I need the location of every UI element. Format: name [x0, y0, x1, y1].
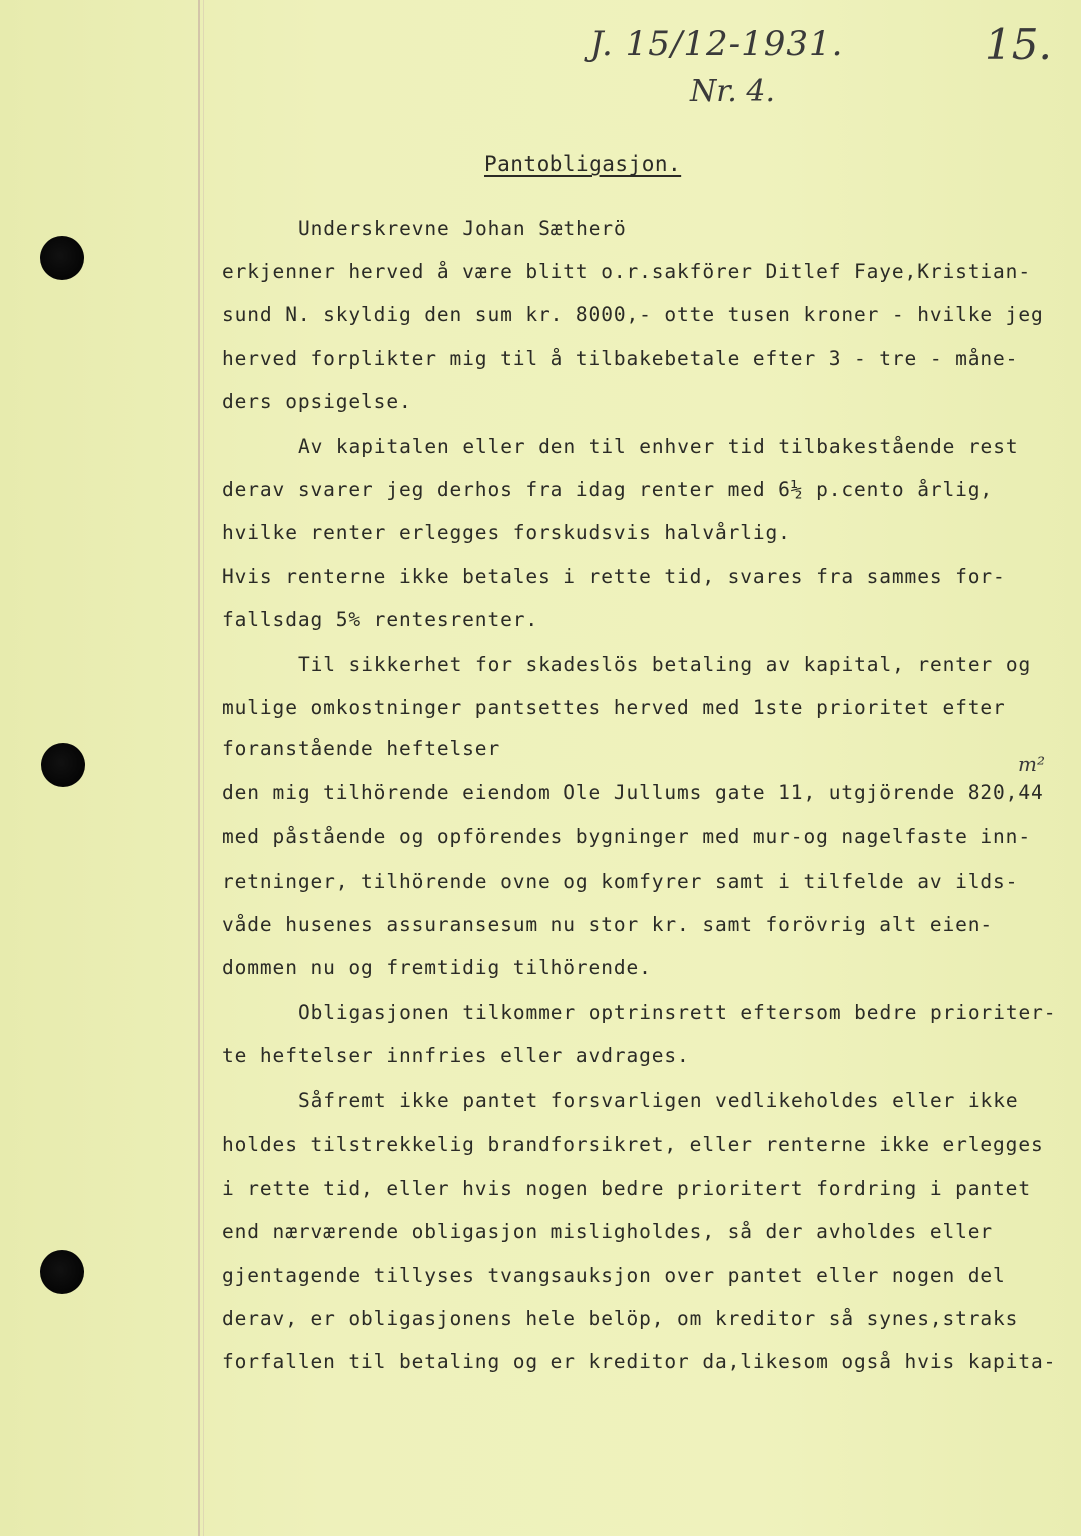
text-line: herved forplikter mig til å tilbakebetale efter 3 - tre - måne- [222, 347, 1019, 370]
text-line: den mig tilhörende eiendom Ole Jullums gate 11, utgjörende 820,44 [222, 781, 1044, 804]
text-line: våde husenes assuransesum nu stor kr. samt forövrig alt eien- [222, 913, 994, 936]
text-line: Av kapitalen eller den til enhver tid tilbakestående rest [298, 435, 1019, 458]
text-line: foranstående heftelser [222, 737, 501, 760]
text-line: fallsdag 5% rentesrenter. [222, 608, 538, 631]
text-line: forfallen til betaling og er kreditor da,likesom også hvis kapita- [222, 1350, 1057, 1373]
punch-hole-middle [41, 743, 85, 787]
text-line: derav svarer jeg derhos fra idag renter med 6½ p.cento årlig, [222, 478, 994, 501]
text-line: Til sikkerhet for skadeslös betaling av kapital, renter og [298, 653, 1032, 676]
text-line: dommen nu og fremtidig tilhörende. [222, 956, 652, 979]
margin-line [198, 0, 200, 1536]
margin-line-secondary [203, 0, 204, 1536]
text-line: retninger, tilhörende ovne og komfyrer samt i tilfelde av ilds- [222, 870, 1019, 893]
text-line: ders opsigelse. [222, 390, 412, 413]
text-line: Såfremt ikke pantet forsvarligen vedlikeholdes eller ikke [298, 1089, 1019, 1112]
text-line: sund N. skyldig den sum kr. 8000,- otte tusen kroner - hvilke jeg [222, 303, 1044, 326]
text-line: derav, er obligasjonens hele belöp, om kreditor så synes,straks [222, 1307, 1019, 1330]
handwritten-date: J. 15/12-1931. [590, 24, 844, 64]
text-line: i rette tid, eller hvis nogen bedre prioritert fordring i pantet [222, 1177, 1031, 1200]
text-line: te heftelser innfries eller avdrages. [222, 1044, 690, 1067]
handwritten-page-number: 15. [985, 20, 1052, 69]
text-line: erkjenner herved å være blitt o.r.sakförer Ditlef Faye,Kristian- [222, 260, 1031, 283]
document-title: Pantobligasjon. [484, 152, 682, 176]
text-line: Obligasjonen tilkommer optrinsrett eftersom bedre prioriter- [298, 1001, 1057, 1024]
handwritten-area-unit: m² [1018, 752, 1045, 776]
text-line: med påstående og opförendes bygninger med mur-og nagelfaste inn- [222, 825, 1031, 848]
handwritten-number-note: Nr. 4. [690, 74, 775, 109]
punch-hole-top [40, 236, 84, 280]
text-line: mulige omkostninger pantsettes herved med 1ste prioritet efter [222, 696, 1006, 719]
punch-hole-bottom [40, 1250, 84, 1294]
text-line: hvilke renter erlegges forskudsvis halvårlig. [222, 521, 791, 544]
text-line: holdes tilstrekkelig brandforsikret, eller renterne ikke erlegges [222, 1133, 1044, 1156]
text-line: Underskrevne Johan Sætherö [298, 217, 627, 240]
text-line: Hvis renterne ikke betales i rette tid, svares fra sammes for- [222, 565, 1006, 588]
text-line: gjentagende tillyses tvangsauksjon over pantet eller nogen del [222, 1264, 1006, 1287]
text-line: end nærværende obligasjon misligholdes, så der avholdes eller [222, 1220, 994, 1243]
